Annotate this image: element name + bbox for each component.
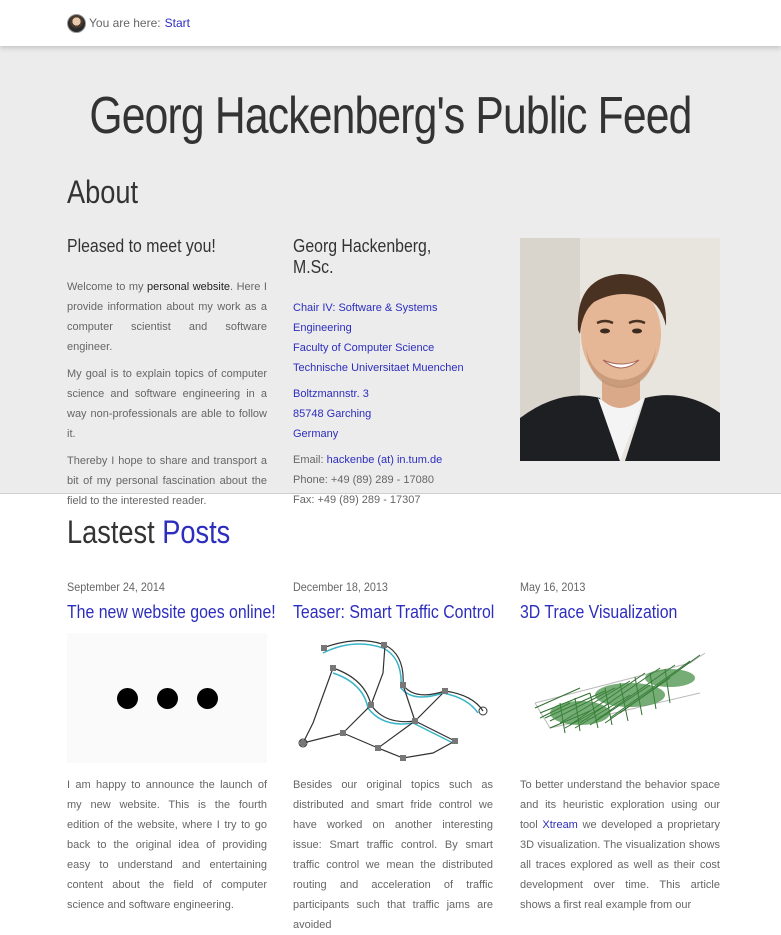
- post-excerpt: I am happy to announce the launch of my new website. This is the fourth edition of the website, where I try to go back to the original idea of providing easy to understand and entertaining content about the field of computer science and software engineering.: [67, 779, 267, 911]
- intro-heading: Pleased to meet you!: [67, 236, 216, 256]
- excerpt-text: To better understand the behavior space and its heuristic exploration using our tool: [520, 779, 720, 831]
- post-card: [67, 580, 276, 915]
- dot-icon: [117, 688, 138, 709]
- page-title: Georg Hackenberg's Public Feed: [89, 87, 692, 145]
- posts-heading: [67, 514, 230, 551]
- faculty-link[interactable]: Faculty of Computer Science: [293, 342, 435, 354]
- fax-line: Fax: +49 (89) 289 - 17307: [293, 494, 421, 506]
- contact-column: [293, 236, 493, 510]
- post-title-link[interactable]: The new website goes online!: [67, 602, 276, 622]
- breadcrumb-prefix: You are here:: [89, 16, 161, 30]
- intro-highlight: personal website: [147, 281, 231, 293]
- email-label: Email:: [293, 454, 324, 466]
- profile-photo-image: [520, 238, 720, 461]
- contact-heading: Georg Hackenberg, M.Sc.: [293, 236, 432, 277]
- post-excerpt: [520, 775, 720, 915]
- intro-paragraph-2: My goal is to explain topics of computer science and software engineering in a way non-professionals are able to follow it.: [67, 368, 267, 440]
- address-city[interactable]: 85748 Garching: [293, 408, 372, 420]
- post-title-link[interactable]: 3D Trace Visualization: [520, 602, 678, 622]
- posts-heading-accent: Posts: [162, 514, 231, 550]
- phone-line: Phone: +49 (89) 289 - 17080: [293, 474, 434, 486]
- post-date: May 16, 2013: [520, 580, 586, 594]
- about-section: [0, 46, 781, 507]
- breadcrumb-start-link[interactable]: Start: [164, 16, 190, 30]
- post-card: [293, 580, 493, 935]
- avatar: [67, 14, 86, 33]
- address-country[interactable]: Germany: [293, 428, 339, 440]
- post-card: [520, 580, 720, 915]
- dot-icon: [197, 688, 218, 709]
- excerpt-text: we developed a proprietary 3D visualization. The visualization shows all traces explored as well as their cost development over time. This article shows a first real example from our: [520, 819, 720, 911]
- top-bar: [0, 0, 781, 46]
- dot-icon: [157, 688, 178, 709]
- intro-paragraph-3: Thereby I hope to share and transport a bit of my personal fascination about the field to the interested reader.: [67, 455, 267, 507]
- intro-text: Welcome to my: [67, 281, 148, 293]
- trace-visualization-image: [520, 633, 720, 763]
- post-title-link[interactable]: Teaser: Smart Traffic Control: [293, 602, 495, 622]
- university-link[interactable]: Technische Universitaet Muenchen: [293, 362, 464, 374]
- post-excerpt: Besides our original topics such as distributed and smart fride control we have worked on another interesting issue: Smart traffic control. By smart traffic control we mean the distributed routing and acceleration of traffic participants such that traffic jams are avoided: [293, 779, 493, 931]
- intro-text: . Here I provide information about my work as a computer scientist and software engineer.: [67, 281, 267, 353]
- email-link[interactable]: hackenbe (at) in.tum.de: [326, 454, 443, 466]
- post-thumbnail[interactable]: [293, 633, 493, 763]
- email-line: [293, 450, 493, 470]
- address-street[interactable]: Boltzmannstr. 3: [293, 388, 369, 400]
- affiliation-block: [293, 298, 493, 378]
- post-thumbnail[interactable]: [67, 633, 267, 763]
- profile-photo: [520, 238, 720, 461]
- post-date: September 24, 2014: [67, 580, 165, 594]
- post-date: December 18, 2013: [293, 580, 388, 594]
- post-thumbnail[interactable]: [520, 633, 720, 763]
- traffic-network-image: [293, 633, 493, 763]
- chair-link[interactable]: Chair IV: Software & Systems Engineering: [293, 302, 438, 334]
- contact-details: [293, 298, 493, 510]
- posts-heading-plain: Lastest: [67, 514, 155, 550]
- about-heading: About: [67, 174, 139, 210]
- address-block: [293, 384, 493, 444]
- xtream-link[interactable]: Xtream: [542, 819, 578, 831]
- intro-column: [67, 236, 267, 518]
- intro-paragraph-1: [67, 277, 267, 357]
